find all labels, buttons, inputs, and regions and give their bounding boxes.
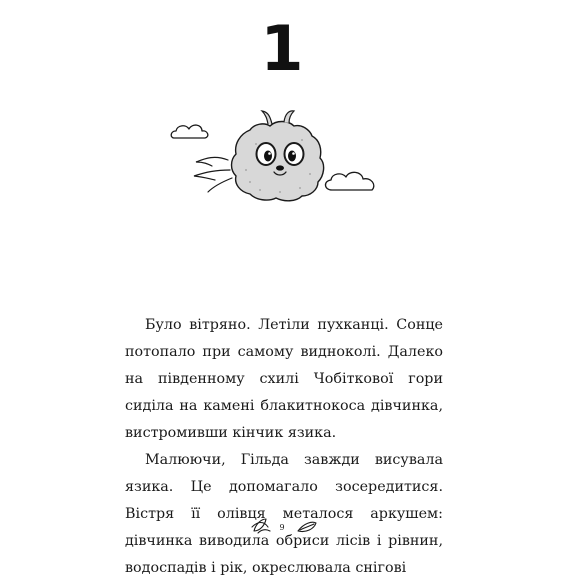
woffle-creature-illustration	[150, 100, 410, 220]
cloud-left-icon	[171, 125, 208, 138]
paragraph: Малюючи, Гільда завжди висувала язика. Це допомагало зосередитися. Вістря її олівця металося аркушем: дівчинка виводила обриси лісів і рівнин, водоспадів і рік, окреслювала снігові	[125, 452, 443, 576]
woffle-creature-icon	[232, 111, 324, 201]
body-text	[125, 312, 443, 582]
chapter-number: 1	[260, 12, 304, 85]
cloud-right-icon	[325, 172, 373, 190]
paragraph: Було вітряно. Летіли пухканці. Сонце потопало при самому видноколі. Далеко на південному схилі Чобіткової гори сиділа на камені блакитнокоса дівчинка, вистромивши кінчик язика.	[125, 317, 443, 441]
wind-tail-icon	[194, 157, 232, 192]
page-number: 9	[279, 523, 285, 532]
